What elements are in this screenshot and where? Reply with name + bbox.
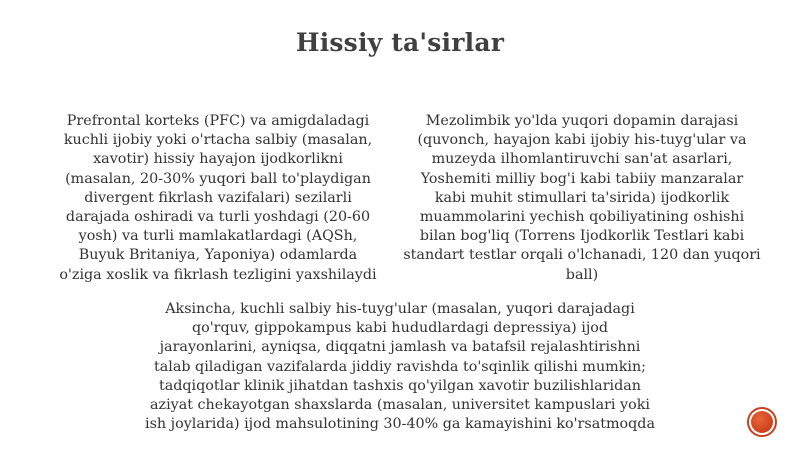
next-slide-button[interactable] [747,407,777,437]
paragraph-right: Mezolimbik yo'lda yuqori dopamin darajasi (quvonch, hayajon kabi ijobiy his-tuyg'ular va muzeyda ilhomlantiruvchi san'at asarlari, Yoshemiti milliy bog'i kabi tabiiy manzaralar kabi muhit stimullari ta'sirida) ijodkorlik muammolarini yechish qobiliyatining oshishi bilan bog'liq (Torrens Ijodkorlik Testlari kabi standart testlar orqali o'lchanadi, 120 dan yuqori ball) [403,113,761,283]
orange-circle-icon [751,411,773,433]
paragraph-left: Prefrontal korteks (PFC) va amigdaladagi kuchli ijobiy yoki o'rtacha salbiy (masalan, xavotir) hissiy hayajon ijodkorlikni (masalan, 20-30% yuqori ball to'playdigan divergent fikrlash vazifalari) sezilarli darajada oshiradi va turli yoshdagi (20-60 yosh) va turli mamlakatlardagi (AQSh, Buyuk Britaniya, Yaponiya) odamlarda o'ziga xoslik va fikrlash tezligini yaxshilaydi [59,113,377,283]
paragraph-bottom: Aksincha, kuchli salbiy his-tuyg'ular (masalan, yuqori darajadagi qo'rquv, gippokampus kabi hududlardagi depressiya) ijod jarayonlarini, ayniqsa, diqqatni jamlash va batafsil rejalashtirishni talab qiladigan vazifalarda jiddiy ravishda to'sqinlik qilishi mumkin; tadqiqotlar klinik jihatdan tashxis qo'yilgan xavotir buzilishlaridan aziyat chekayotgan shaxslarda (masalan, universitet kampuslari yoki ish joylarida) ijod mahsulotining 30-40% ga kamayishini ko'rsatmoqda [145,301,655,433]
slide-title: Hissiy ta'sirlar [295,28,505,57]
